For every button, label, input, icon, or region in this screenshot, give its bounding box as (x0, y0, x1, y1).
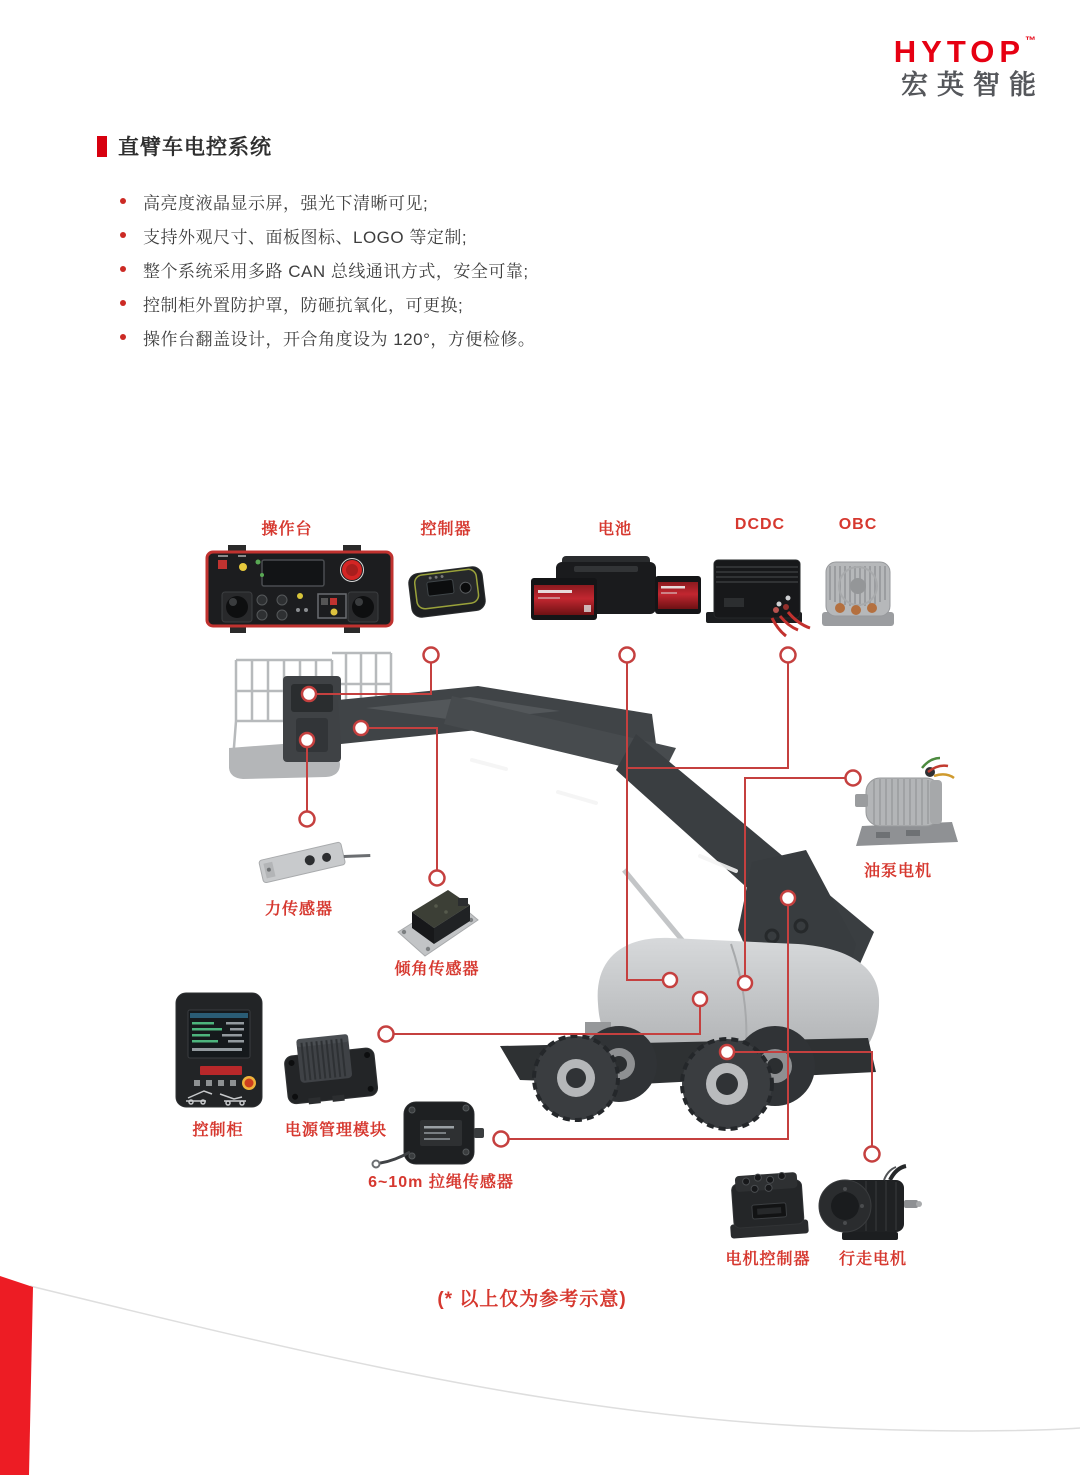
brand-chinese-name: 宏英智能 (901, 70, 1045, 100)
force-sensor-illustration (259, 836, 371, 883)
feature-item (120, 320, 535, 354)
corner-red-ribbon (0, 1276, 33, 1475)
brand-wordmark (894, 36, 1036, 67)
bullet-dot (120, 232, 126, 238)
bullet-dot (120, 334, 126, 340)
callout-line-tilt-sensor (361, 728, 437, 878)
travel-motor-illustration (819, 1166, 922, 1240)
brand-name: HYTOP (893, 34, 1025, 69)
label-obc: OBC (838, 516, 878, 533)
label-tilt-sensor: 倾角传感器 (394, 961, 480, 978)
label-motor-controller: 电机控制器 (725, 1251, 811, 1268)
bullet-dot (120, 266, 126, 272)
feature-item (120, 218, 535, 252)
callout-line-battery (627, 655, 670, 980)
battery-illustration (531, 556, 701, 620)
feature-text: 支持外观尺寸、面板图标、LOGO 等定制; (143, 227, 468, 247)
label-console: 操作台 (261, 521, 313, 538)
feature-text: 整个系统采用多路 CAN 总线通讯方式，安全可靠; (143, 261, 529, 281)
feature-item (120, 184, 535, 218)
reference-note: (* 以上仅为参考示意) (437, 1289, 627, 1310)
label-dcdc: DCDC (734, 516, 786, 533)
dcdc-illustration (706, 560, 810, 636)
label-control-cabinet: 控制柜 (192, 1122, 244, 1139)
feature-text: 操作台翻盖设计，开合角度设为 120°，方便检修。 (143, 329, 536, 349)
controller-illustration (408, 566, 487, 619)
feature-item (120, 252, 535, 286)
console-illustration (207, 545, 392, 633)
label-power-module: 电源管理模块 (284, 1122, 388, 1139)
label-rope-sensor: 6~10m 拉绳传感器 (368, 1174, 514, 1191)
header-logo (893, 34, 1045, 100)
pump-motor-illustration (855, 758, 958, 846)
feature-text: 控制柜外置防护罩，防砸抗氧化，可更换; (143, 295, 464, 315)
bullet-dot (120, 300, 126, 306)
feature-text: 高亮度液晶显示屏，强光下清晰可见; (143, 193, 429, 213)
label-pump-motor: 油泵电机 (863, 863, 933, 880)
tilt-sensor-illustration (398, 890, 478, 956)
label-controller: 控制器 (420, 521, 472, 538)
control-cabinet-illustration (176, 993, 262, 1107)
section-title-row (97, 131, 272, 161)
title-marker (97, 136, 107, 157)
power-module-illustration (282, 1031, 378, 1106)
label-travel-motor: 行走电机 (838, 1251, 908, 1268)
page-title: 直臂车电控系统 (118, 136, 272, 159)
label-battery: 电池 (597, 521, 633, 538)
rope-sensor-illustration (373, 1102, 485, 1168)
motor-controller-illustration (727, 1171, 809, 1239)
obc-illustration (822, 562, 894, 626)
trademark-symbol: ™ (1025, 35, 1036, 47)
feature-item (120, 286, 535, 320)
label-force-sensor: 力传感器 (264, 901, 334, 918)
feature-list (120, 184, 535, 354)
bullet-dot (120, 198, 126, 204)
